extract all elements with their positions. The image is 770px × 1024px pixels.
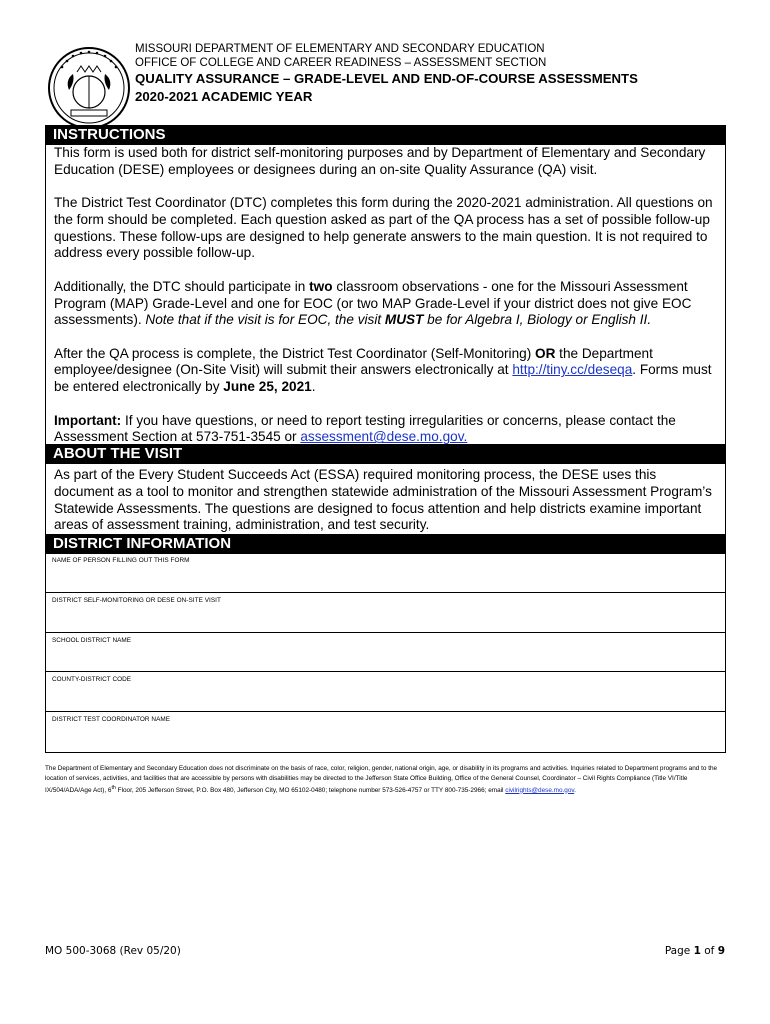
school-district-field[interactable] [46, 633, 725, 673]
instructions-paragraph-4: After the QA process is complete, the District Test Coordinator (Self-Monitoring) OR the Department employee/designee (On-Site Visit) will submit their answers electronically at http://tiny.cc/deseqa. Forms must be entered electronically by June 25, 2021. [54, 345, 712, 395]
field-label: SCHOOL DISTRICT NAME [52, 636, 132, 644]
assessment-email-link[interactable]: assessment@dese.mo.gov. [300, 429, 468, 445]
nondiscrimination-notice: The Department of Elementary and Secondary Education does not discriminate on the basis of race, color, religion, gender, national origin, age, or disability in its programs and activities. Inquiries related to Department programs and to the location of services, activities, and facilities that are accessible by persons with disabilities may be directed to the Jefferson State Office Building, Office of the General Counsel, Coordinator – Civil Rights Compliance (Title VI/Title IX/504/ADA/Age Act), 6th Floor, 205 Jefferson Street, P.O. Box 480, Jefferson City, MO 65102-0480; telephone number 573-526-4757 or TTY 800-735-2966; email civilrights@dese.mo.gov. [45, 765, 718, 794]
county-district-code-field[interactable] [46, 672, 725, 712]
field-label: COUNTY-DISTRICT CODE [52, 676, 132, 684]
deseqa-link[interactable]: http://tiny.cc/deseqa [512, 362, 633, 378]
department-name: MISSOURI DEPARTMENT OF ELEMENTARY AND SECONDARY EDUCATION [135, 43, 545, 55]
civil-rights-email-link[interactable]: civilrights@dese.mo.gov [505, 786, 575, 794]
missouri-state-seal-icon [47, 46, 131, 130]
field-label: DISTRICT SELF-MONITORING OR DESE ON-SITE VISIT [52, 596, 221, 604]
district-heading: DISTRICT INFORMATION [45, 534, 726, 554]
page-number: Page 1 of 9 [664, 945, 725, 957]
field-label: DISTRICT TEST COORDINATOR NAME [52, 716, 171, 724]
document-header [135, 42, 735, 106]
form-title: QUALITY ASSURANCE – GRADE-LEVEL AND END-OF-COURSE ASSESSMENTS [135, 71, 638, 86]
person-name-field[interactable] [46, 553, 725, 593]
about-heading: ABOUT THE VISIT [45, 444, 726, 464]
district-fields [45, 553, 726, 753]
instructions-paragraph-2: The District Test Coordinator (DTC) completes this form during the 2020-2021 administration. All questions on the form should be completed. Each question asked as part of the QA process has a set of possible follow-up questions. These follow-ups are designed to help generate answers to the main question. It is not required to address every possible follow-up. [54, 195, 713, 261]
academic-year: 2020-2021 ACADEMIC YEAR [135, 89, 313, 104]
instructions-paragraph-3: Additionally, the DTC should participate in two classroom observations - one for the Missouri Assessment Program (MAP) Grade-Level and one for EOC (or two MAP Grade-Level if your district does not give EOC assessments). Note that if the visit is for EOC, the visit MUST be for Algebra I, Biology or English II. [54, 278, 692, 328]
office-name: OFFICE OF COLLEGE AND CAREER READINESS – ASSESSMENT SECTION [135, 57, 547, 69]
instructions-heading: INSTRUCTIONS [45, 125, 726, 145]
dtc-name-field[interactable] [46, 712, 725, 752]
about-section [45, 464, 726, 534]
instructions-section [45, 145, 726, 445]
visit-type-field[interactable] [46, 593, 725, 633]
instructions-paragraph-1: This form is used both for district self-monitoring purposes and by Department of Elementary and Secondary Education (DESE) employees or designees during an on-site Quality Assurance (QA) visit. [54, 145, 706, 177]
form-number: MO 500-3068 (Rev 05/20) [45, 945, 181, 957]
instructions-paragraph-5: Important: If you have questions, or need to report testing irregularities or concerns, please contact the Assessment Section at 573-751-3545 or assessment@dese.mo.gov. [54, 412, 676, 445]
about-text: As part of the Every Student Succeeds Act (ESSA) required monitoring process, the DESE uses this document as a tool to monitor and strengthen statewide administration of the Missouri Assessment Program’s Statewide Assessments. The questions are designed to focus attention and help districts examine important areas of assessment training, administration, and test security. [54, 467, 712, 533]
field-label: NAME OF PERSON FILLING OUT THIS FORM [52, 557, 190, 564]
